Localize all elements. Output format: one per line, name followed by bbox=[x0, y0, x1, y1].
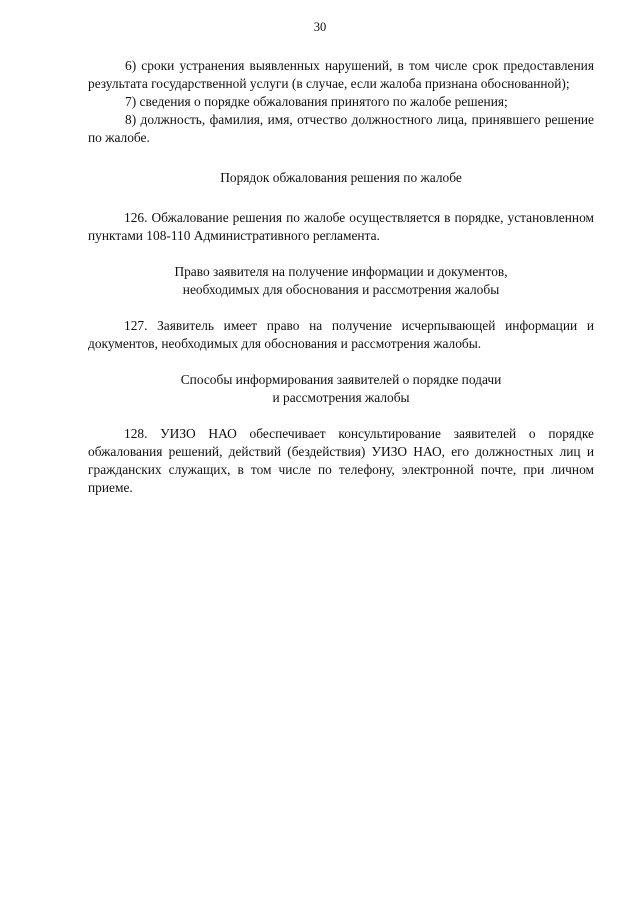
spacer bbox=[88, 299, 594, 317]
paragraph-128: 128. УИЗО НАО обеспечивает консультирование заявителей о порядке обжалования решений, действий (бездействия) УИЗО НАО, его должностных лиц и гражданских служащих, в том числе по телефону, электронной почте, при личном приеме. bbox=[88, 426, 594, 495]
paragraph-126: 126. Обжалование решения по жалобе осуществляется в порядке, установленном пунктами 108-110 Административного регламента. bbox=[88, 210, 594, 243]
list-item-8: 8) должность, фамилия, имя, отчество должностного лица, принявшего решение по жалобе. bbox=[88, 112, 594, 145]
section-heading-appeal: Порядок обжалования решения по жалобе bbox=[220, 170, 462, 185]
document-body bbox=[88, 57, 594, 497]
section-heading-rights-line1: Право заявителя на получение информации и документов, bbox=[174, 264, 508, 279]
section-heading-informing bbox=[88, 371, 594, 407]
section-heading-rights-line2: необходимых для обоснования и рассмотрения жалобы bbox=[182, 282, 500, 297]
section-heading-informing-line2: и рассмотрения жалобы bbox=[272, 390, 410, 405]
spacer bbox=[88, 147, 594, 169]
page-number: 30 bbox=[313, 20, 327, 34]
list-item-6: 6) сроки устранения выявленных нарушений, в том числе срок предоставления результата государственной услуги (в случае, если жалоба признана обоснованной); bbox=[88, 58, 594, 91]
paragraph-127: 127. Заявитель имеет право на получение исчерпывающей информации и документов, необходимых для обоснования и рассмотрения жалобы. bbox=[88, 318, 594, 351]
spacer bbox=[88, 407, 594, 425]
spacer bbox=[88, 353, 594, 371]
spacer bbox=[88, 245, 594, 263]
list-item-7: 7) сведения о порядке обжалования принятого по жалобе решения; bbox=[125, 94, 508, 109]
section-heading-informing-line1: Способы информирования заявителей о порядке подачи bbox=[180, 372, 502, 387]
spacer bbox=[88, 187, 594, 209]
section-heading-rights bbox=[88, 263, 594, 299]
